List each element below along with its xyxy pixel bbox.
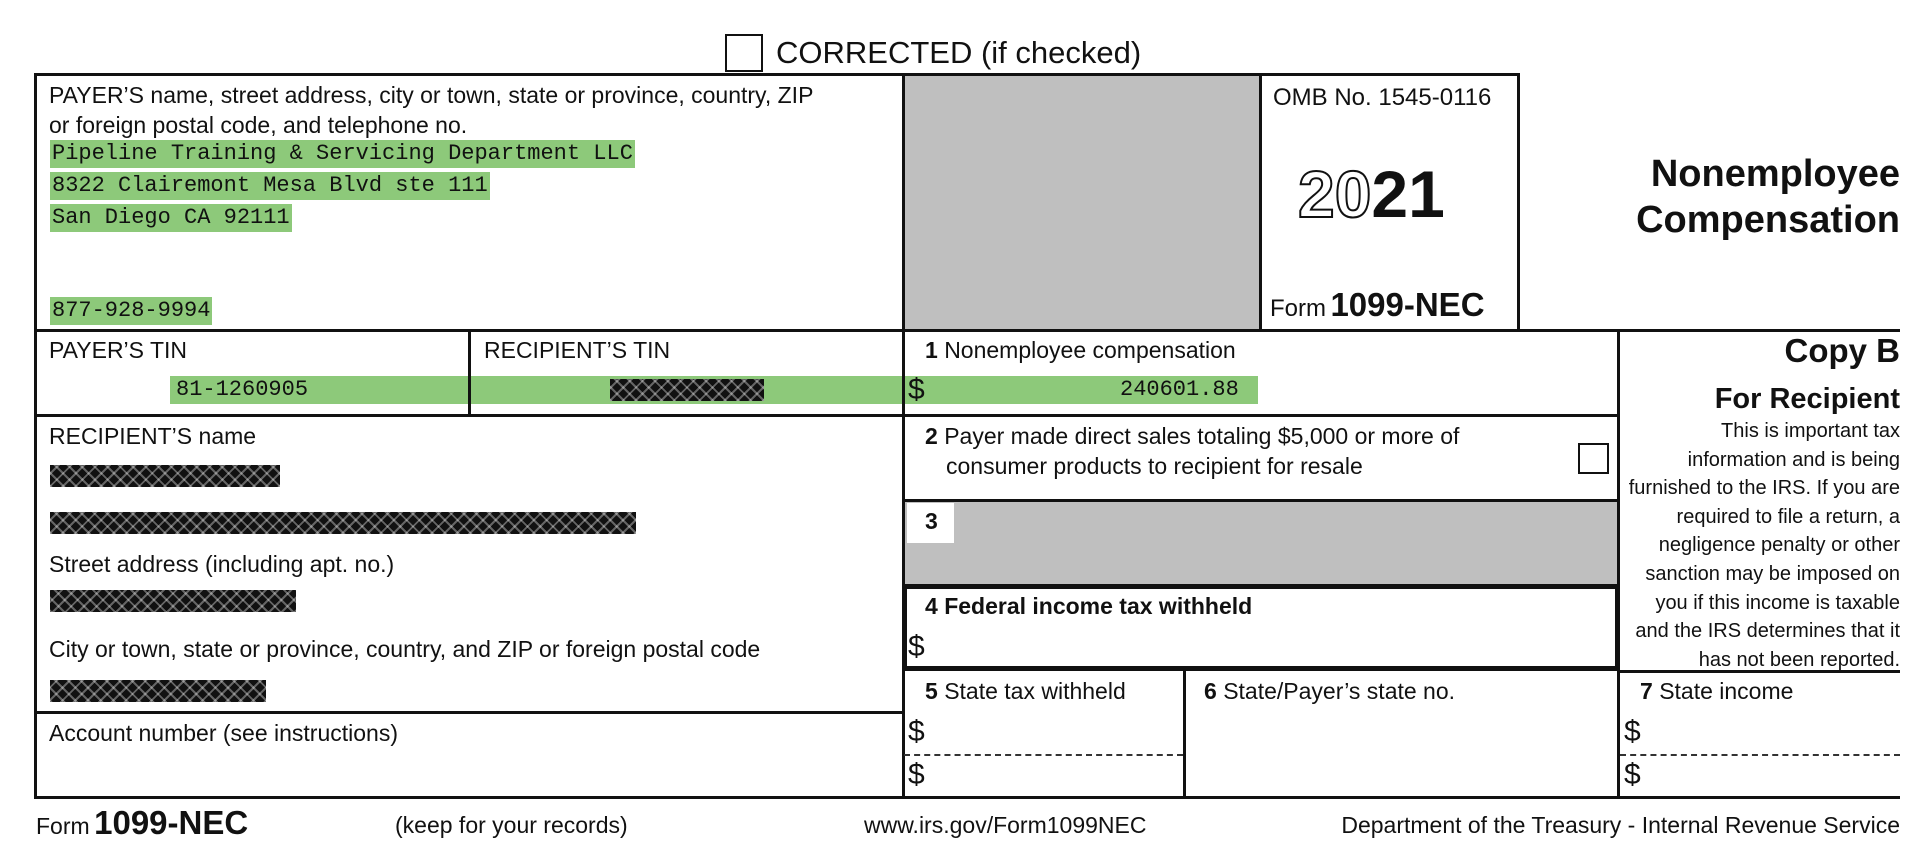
recipient-tin-redacted (610, 379, 764, 401)
row-line-1 (34, 329, 1900, 332)
copy-notice-line: negligence penalty or other (1658, 534, 1900, 557)
frame-top-line (34, 73, 1520, 76)
state-row-dash-right (1620, 754, 1900, 756)
copy-title: Copy B (1784, 332, 1900, 369)
box4-number: 4 (925, 593, 938, 619)
omb-right-line (1517, 73, 1520, 332)
box4-label (925, 592, 1252, 620)
tax-year-outline: 20 (1298, 157, 1372, 231)
copy-notice-line: furnished to the IRS. If you are (1628, 477, 1900, 500)
omb-left-line (1259, 73, 1262, 332)
payer-phone: 877-928-9994 (52, 298, 211, 323)
footer-keep-note: (keep for your records) (395, 812, 628, 838)
box1-dollar: $ (908, 373, 925, 406)
shaded-area-top (905, 76, 1259, 331)
recipient-tin-label: RECIPIENT’S TIN (484, 337, 671, 363)
form-title-line2: Compensation (1636, 199, 1900, 241)
recipient-name-label: RECIPIENT’S name (49, 423, 257, 449)
payer-tin-value: 81-1260905 (176, 377, 309, 402)
box7-label-text: State income (1659, 678, 1794, 704)
copy-notice (1610, 417, 1900, 674)
account-top-line (34, 711, 905, 714)
box5-number: 5 (925, 678, 938, 704)
recipient-name-redacted (50, 465, 280, 487)
box6-number: 6 (1204, 678, 1217, 704)
row-line-2 (34, 414, 1620, 417)
form-title-line1: Nonemployee (1650, 153, 1900, 195)
footer-form-id (36, 804, 248, 842)
box6-label (1204, 677, 1455, 705)
copy-notice-line: has not been reported. (1698, 648, 1900, 671)
city-redacted (50, 680, 266, 702)
form-id-prefix: Form (1270, 295, 1326, 322)
box2-number: 2 (925, 423, 938, 449)
payer-street: 8322 Clairemont Mesa Blvd ste 111 (52, 173, 488, 198)
omb-number: OMB No. 1545-0116 (1273, 84, 1492, 111)
payer-name: Pipeline Training & Servicing Department LLC (52, 141, 633, 166)
box6-label-text: State/Payer’s state no. (1223, 678, 1456, 704)
box2-line1 (925, 422, 1459, 450)
copy-notice-line: required to file a return, a (1676, 505, 1900, 528)
form-id-name: 1099-NEC (1330, 286, 1485, 323)
street-address-redacted (50, 590, 296, 612)
payer-city: San Diego CA 92111 (52, 205, 290, 230)
box4-label-text: Federal income tax withheld (944, 593, 1253, 619)
box5-dollar-row1: $ (908, 715, 925, 748)
box4-dollar: $ (908, 630, 925, 663)
frame-left-line (34, 73, 37, 799)
center-divider (902, 73, 905, 799)
box3-shaded (905, 501, 1619, 585)
box3-number: 3 (925, 508, 938, 534)
account-number-label: Account number (see instructions) (49, 720, 398, 746)
footer-form-prefix: Form (36, 813, 90, 839)
copy-notice-line: sanction may be imposed on (1645, 562, 1900, 585)
footer-url[interactable]: www.irs.gov/Form1099NEC (864, 812, 1147, 838)
state-row-dash-left (904, 754, 1183, 756)
box7-dollar-row1: $ (1624, 715, 1641, 748)
box5-6-divider (1183, 670, 1186, 799)
box7-label (1640, 677, 1793, 705)
copy-notice-line: you if this income is taxable (1655, 591, 1900, 614)
payer-tin-label: PAYER’S TIN (49, 337, 188, 363)
copy-notice-line: This is important tax (1721, 420, 1900, 442)
street-address-label: Street address (including apt. no.) (49, 551, 395, 577)
box1-label (925, 336, 1236, 364)
recipient-name2-redacted (50, 512, 636, 534)
copy-subtitle: For Recipient (1714, 383, 1900, 415)
box5-dollar-row2: $ (908, 758, 925, 791)
corrected-label: CORRECTED (if checked) (776, 35, 1142, 70)
tin-divider (468, 329, 471, 417)
city-label: City or town, state or province, country, and ZIP or foreign postal code (49, 636, 761, 662)
box5-label (925, 677, 1126, 705)
form-id-header (1270, 286, 1485, 324)
footer-department: Department of the Treasury - Internal Revenue Service (1341, 812, 1900, 838)
tax-year (1298, 158, 1445, 230)
box7-number: 7 (1640, 678, 1653, 704)
box2-line1-text: Payer made direct sales totaling $5,000 or more of (944, 423, 1460, 449)
box1-label-text: Nonemployee compensation (944, 337, 1236, 363)
payer-label-line1: PAYER’S name, street address, city or town, state or province, country, ZIP (49, 82, 814, 108)
frame-bottom-line (34, 796, 1900, 799)
copy-notice-line: information and is being (1687, 448, 1900, 471)
footer-form-name: 1099-NEC (94, 804, 249, 841)
row-line-3 (902, 499, 1620, 502)
box2-line2: consumer products to recipient for resale (946, 453, 1363, 479)
box2-checkbox[interactable] (1578, 443, 1609, 474)
box1-number: 1 (925, 337, 938, 363)
copy-notice-line: and the IRS determines that it (1635, 620, 1900, 643)
payer-label-line2: or foreign postal code, and telephone no. (49, 112, 468, 138)
corrected-checkbox[interactable] (725, 34, 763, 72)
box1-value: 240601.88 (1120, 377, 1239, 402)
box5-label-text: State tax withheld (944, 678, 1126, 704)
tax-year-bold: 21 (1371, 157, 1445, 231)
box7-dollar-row2: $ (1624, 758, 1641, 791)
